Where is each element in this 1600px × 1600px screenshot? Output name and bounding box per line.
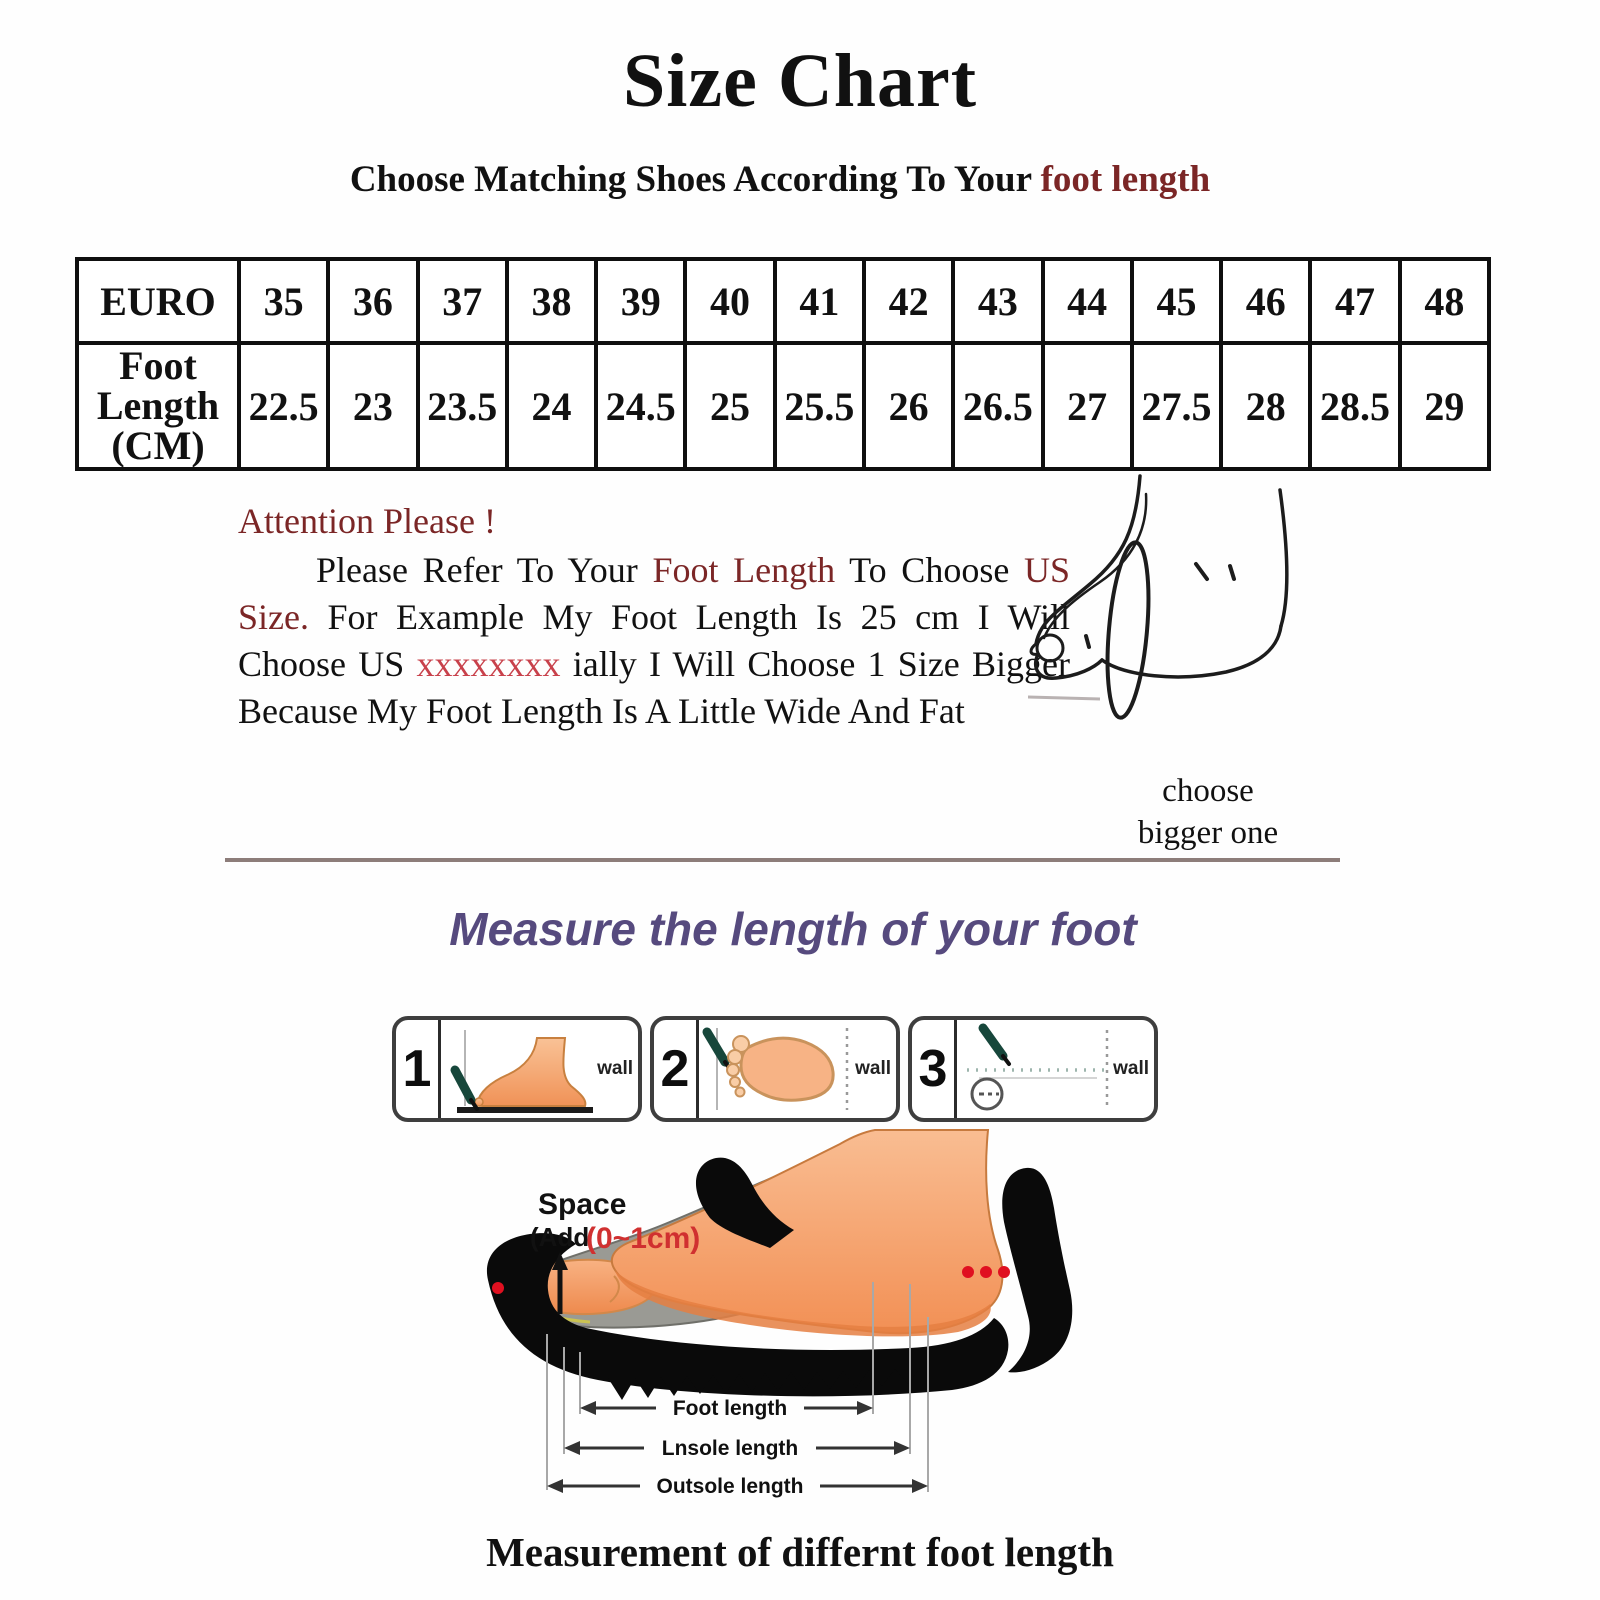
pen-tip — [1003, 1056, 1009, 1064]
cm-cell: 26 — [864, 343, 953, 469]
size-cell: 42 — [864, 259, 953, 343]
toe-dot — [492, 1282, 504, 1294]
foot-length-label: Foot length — [672, 1397, 788, 1420]
space-label: Space — [538, 1188, 627, 1221]
cm-cell: 23 — [328, 343, 417, 469]
step-3-illustration — [957, 1020, 1127, 1118]
step-panel-1 — [392, 1016, 642, 1122]
step-panel-3 — [908, 1016, 1158, 1122]
choose-note-line1: choose — [1162, 773, 1254, 809]
step-number: 1 — [396, 1020, 441, 1118]
attention-us-size: US Size. — [238, 550, 1071, 637]
outsole-length-label: Outsole length — [656, 1475, 804, 1498]
euro-row — [77, 259, 1489, 343]
step-number: 3 — [912, 1020, 957, 1118]
size-cell: 44 — [1043, 259, 1132, 343]
foot-side-icon — [476, 1038, 585, 1106]
size-cell: 40 — [685, 259, 774, 343]
cm-cell: 28 — [1221, 343, 1310, 469]
cm-cell: 29 — [1400, 343, 1489, 469]
size-cell: 39 — [596, 259, 685, 343]
cm-cell: 27.5 — [1132, 343, 1221, 469]
attention-redacted-x: xxxxxxxx — [416, 644, 561, 684]
connector-line — [1028, 697, 1100, 699]
section-divider — [225, 858, 1340, 862]
attention-paragraph — [238, 547, 1070, 735]
size-cell: 48 — [1400, 259, 1489, 343]
shoe-heel-collar — [1002, 1168, 1072, 1373]
cm-cell: 25.5 — [775, 343, 864, 469]
size-cell: 45 — [1132, 259, 1221, 343]
subtitle-accent: foot length — [1040, 159, 1211, 200]
attention-foot-length: Foot Length — [652, 550, 836, 590]
footprint-icon — [741, 1038, 833, 1100]
bottom-caption: Measurement of differnt foot length — [486, 1529, 1114, 1575]
choose-note-line2: bigger one — [1137, 815, 1279, 851]
euro-header: EURO — [77, 259, 239, 343]
foot-measure-sketch-icon — [1028, 468, 1338, 768]
attention-block — [238, 498, 1070, 735]
measure-heading: Measure the length of your foot — [449, 903, 1137, 955]
size-cell: 36 — [328, 259, 417, 343]
step-1-illustration — [441, 1020, 611, 1118]
cm-cell: 25 — [685, 343, 774, 469]
cm-cell: 24.5 — [596, 343, 685, 469]
wall-label: wall — [597, 1058, 633, 1079]
attention-text: For Example My Foot Length Is 25 cm I Will Choose US — [238, 597, 1070, 684]
size-cell: 46 — [1221, 259, 1310, 343]
subtitle — [0, 158, 1560, 201]
subtitle-text: Choose Matching Shoes According To Your — [349, 159, 1041, 200]
attention-text: To Choose — [835, 550, 1024, 590]
size-cell: 47 — [1310, 259, 1399, 343]
attention-text: Please Refer To Your — [316, 550, 653, 590]
heel-dot — [980, 1266, 992, 1278]
cm-cell: 24 — [507, 343, 596, 469]
size-cell: 43 — [953, 259, 1042, 343]
pen-icon — [455, 1070, 471, 1100]
cm-cell: 23.5 — [418, 343, 507, 469]
wall-label: wall — [855, 1058, 891, 1079]
foot-length-header: Foot Length (CM) — [77, 343, 239, 469]
heel-dot — [998, 1266, 1010, 1278]
step-number: 2 — [654, 1020, 699, 1118]
cm-cell: 27 — [1043, 343, 1132, 469]
foot-length-diagram — [460, 1122, 1080, 1518]
cm-cell: 26.5 — [953, 343, 1042, 469]
attention-text: ially I Will Choose 1 Size Bigger Because My Foot Length Is A Little Wide And Fat — [238, 644, 1070, 731]
size-table — [75, 257, 1491, 471]
space-range-label: (0~1cm) — [586, 1222, 701, 1255]
attention-title: Attention Please ! — [238, 501, 496, 541]
size-cell: 37 — [418, 259, 507, 343]
choose-bigger-note — [1108, 770, 1308, 854]
cm-cell: 28.5 — [1310, 343, 1399, 469]
step-panel-2 — [650, 1016, 900, 1122]
heel-dot — [962, 1266, 974, 1278]
insole-length-label: Lnsole length — [661, 1437, 799, 1460]
foot-length-row — [77, 343, 1489, 469]
size-cell: 41 — [775, 259, 864, 343]
sketch-lines — [1031, 476, 1287, 719]
size-cell: 38 — [507, 259, 596, 343]
measurement-steps — [392, 1016, 1158, 1122]
cm-cell: 22.5 — [239, 343, 328, 469]
space-add-label: (Add — [530, 1222, 590, 1252]
pen-icon — [983, 1028, 1003, 1056]
page-title: Size Chart — [622, 39, 978, 123]
size-cell: 35 — [239, 259, 328, 343]
wall-label: wall — [1113, 1058, 1149, 1079]
step-2-illustration — [699, 1020, 869, 1118]
